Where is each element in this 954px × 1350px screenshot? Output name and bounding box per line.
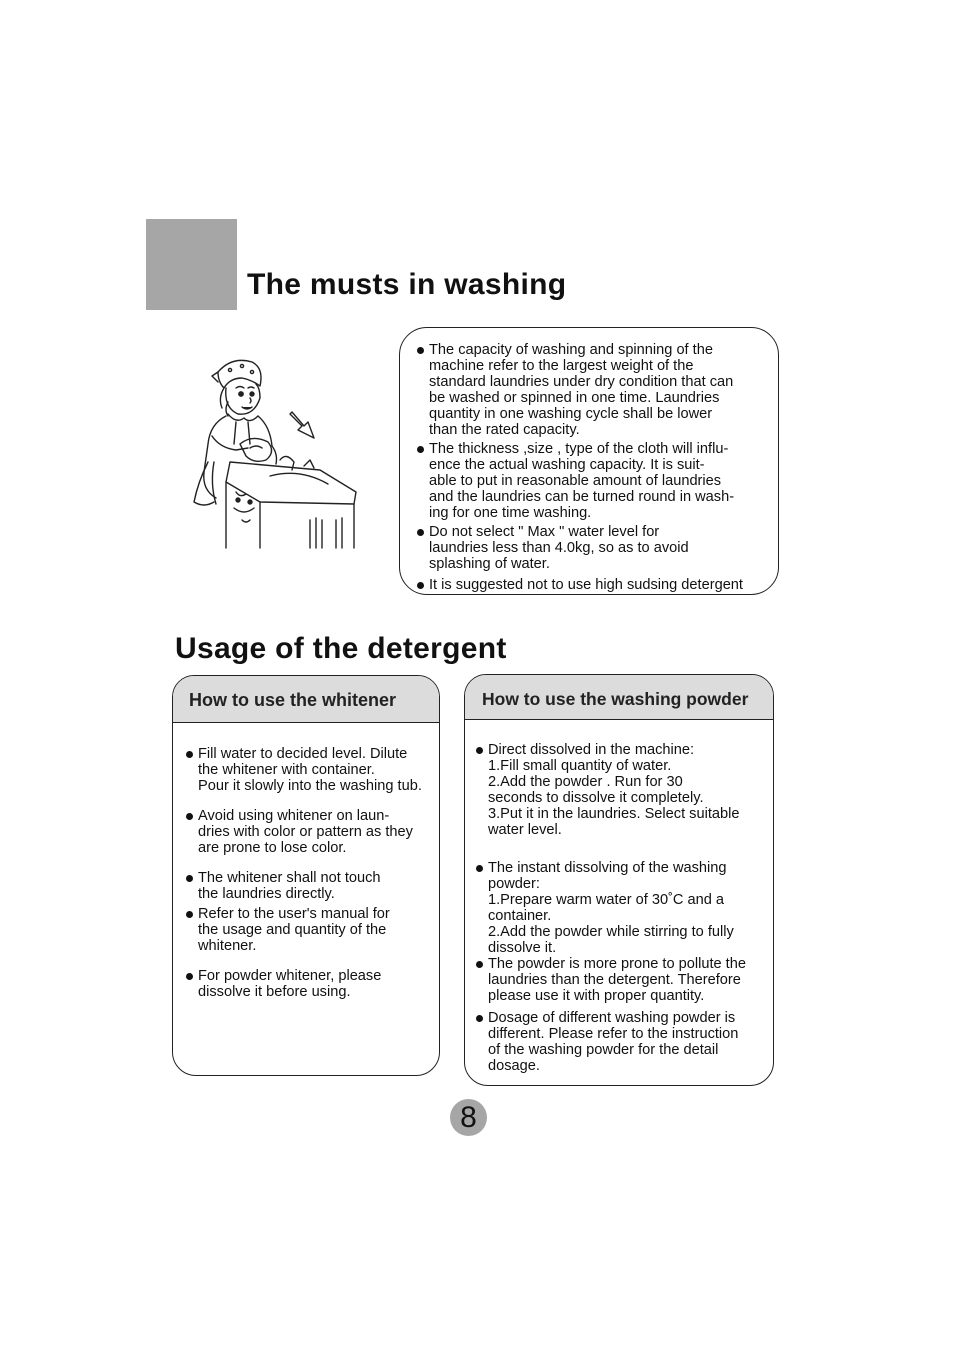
list-item: The powder is more prone to pollute the laundries than the detergent. Therefore please use it with proper quantity. [471,956,773,1004]
list-item: The thickness ,size , type of the cloth will influ- ence the actual washing capacity. It is suit- able to put in reasonable amount of laundries and the laundries can be turned round in wash- ing for one time washing. [412,441,772,521]
list-item: Fill water to decided level. Dilute the whitener with container. Pour it slowly into the washing tub. [181,746,439,794]
list-item: The whitener shall not touch the laundries directly. [181,870,439,902]
whitener-heading: How to use the whitener [173,676,439,723]
list-item: Refer to the user's manual for the usage and quantity of the whitener. [181,906,439,954]
whitener-panel [172,675,440,1076]
list-item: The capacity of washing and spinning of the machine refer to the largest weight of the standard laundries under dry condition that can be washed or spinned in one time. Laundries quantity in one washing cycle shall be lower than the rated capacity. [412,342,772,438]
whitener-list [173,723,439,1000]
section-marker [146,219,237,310]
list-item: Dosage of different washing powder is different. Please refer to the instruction of the washing powder for the detail dosage. [471,1010,773,1074]
list-item: The instant dissolving of the washing powder: 1.Prepare warm water of 30˚C and a container. 2.Add the powder while stirring to fully dissolve it. [471,860,773,956]
list-item: Do not select " Max " water level for laundries less than 4.0kg, so as to avoid splashing of water. [412,524,772,572]
section-title-musts: The musts in washing [247,268,567,301]
musts-list [412,342,772,593]
list-item: For powder whitener, please dissolve it before using. [181,968,439,1000]
washing-powder-panel [464,674,774,1086]
list-item: Avoid using whitener on laun- dries with color or pattern as they are prone to lose color. [181,808,439,856]
woman-washing-illustration [190,352,362,552]
list-item: It is suggested not to use high sudsing detergent [412,577,772,593]
section-title-detergent: Usage of the detergent [175,632,507,665]
musts-info-box [399,327,779,595]
list-item: Direct dissolved in the machine: 1.Fill small quantity of water. 2.Add the powder . Run for 30 seconds to dissolve it completely. 3.Put it in the laundries. Select suitable water level. [471,742,773,838]
page-number: 8 [450,1099,487,1136]
washing-powder-heading: How to use the washing powder [465,675,773,720]
washing-powder-list [465,720,773,1074]
